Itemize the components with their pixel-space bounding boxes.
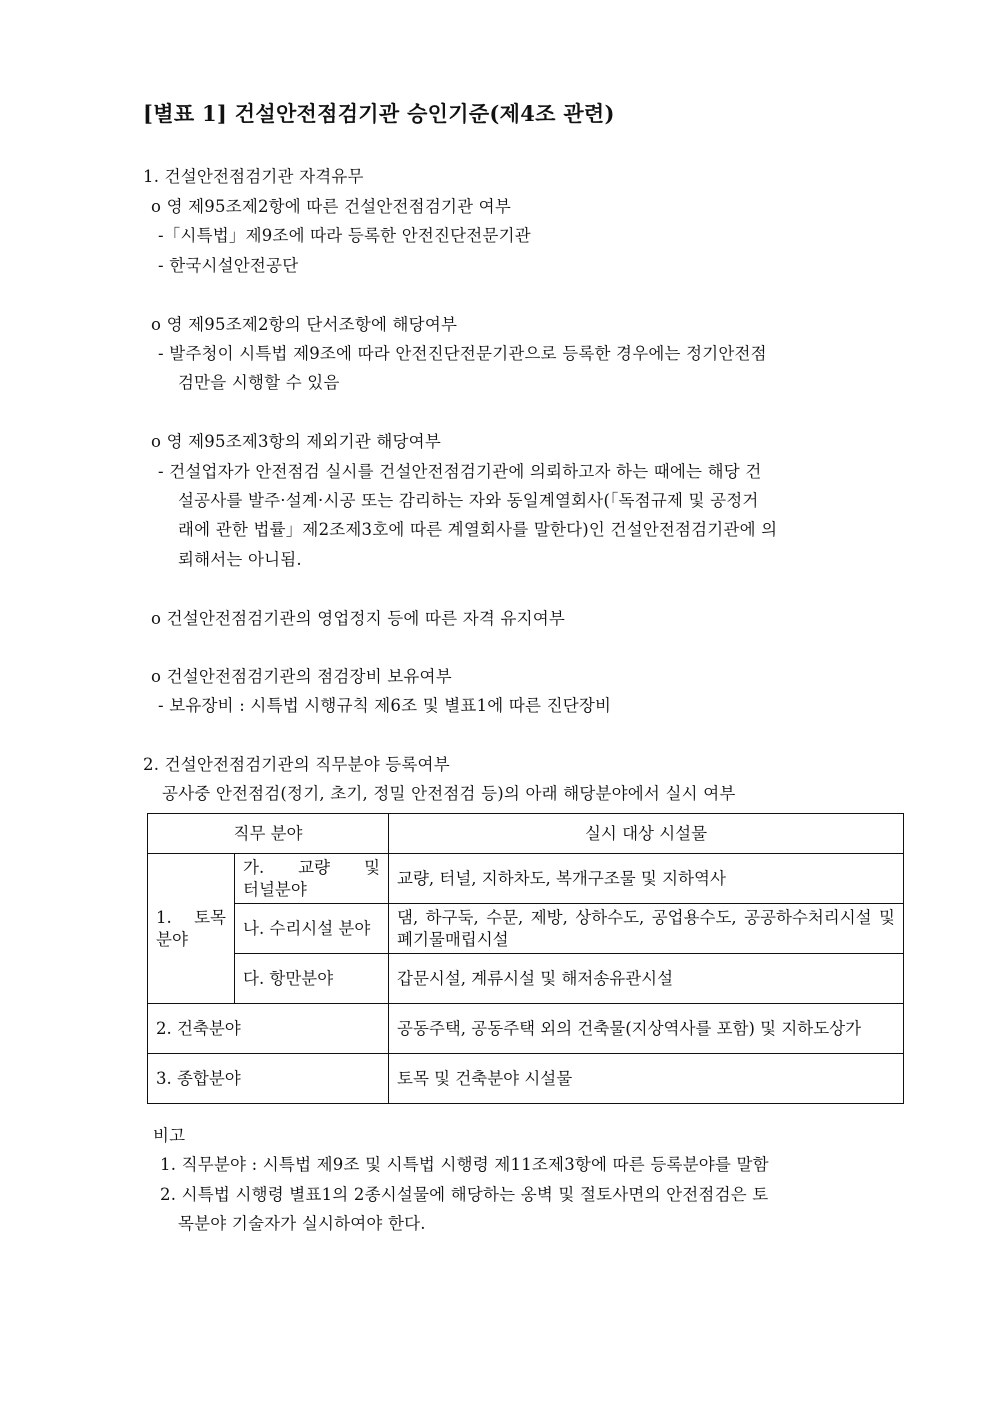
section2-heading: 2. 건설안전점검기관의 직무분야 등록여부 <box>143 755 450 774</box>
list-item: 래에 관한 법률」제2조제3호에 따른 계열회사를 말한다)인 건설안전점검기관에 의 <box>178 520 778 539</box>
table-row <box>148 954 904 1004</box>
note-item: 목분야 기술자가 실시하여야 한다. <box>178 1214 426 1233</box>
target-cell: 토목 및 건축분야 시설물 <box>389 1054 904 1104</box>
list-item: - 건설업자가 안전점검 실시를 건설안전점검기관에 의뢰하고자 하는 때에는 해당 건 <box>158 462 762 481</box>
list-item: - 발주청이 시특법 제9조에 따라 안전진단전문기관으로 등록한 경우에는 정기안전점 <box>158 344 767 363</box>
note-item: 1. 직무분야 : 시특법 제9조 및 시특법 시행령 제11조제3항에 따른 등록분야를 말함 <box>160 1155 769 1174</box>
target-cell: 갑문시설, 계류시설 및 해저송유관시설 <box>389 954 904 1004</box>
combined-field-cell: 3. 종합분야 <box>148 1054 389 1104</box>
list-item: 뢰해서는 아니됨. <box>178 550 302 569</box>
list-item: o 영 제95조제3항의 제외기관 해당여부 <box>151 432 441 451</box>
notes-heading: 비고 <box>153 1126 186 1145</box>
section2-intro: 공사중 안전점검(정기, 초기, 정밀 안전점검 등)의 아래 해당분야에서 실시 여부 <box>162 784 736 803</box>
section1-heading: 1. 건설안전점검기관 자격유무 <box>143 167 364 186</box>
subfield-cell: 다. 항만분야 <box>235 954 389 1004</box>
table-header-target: 실시 대상 시설물 <box>389 814 904 854</box>
list-item: o 영 제95조제2항의 단서조항에 해당여부 <box>151 315 458 334</box>
table-row <box>148 854 904 904</box>
target-cell: 교량, 터널, 지하차도, 복개구조물 및 지하역사 <box>389 854 904 904</box>
subfield-cell: 나. 수리시설 분야 <box>235 904 389 954</box>
table-row <box>148 904 904 954</box>
list-item: 검만을 시행할 수 있음 <box>178 373 340 392</box>
arch-field-cell: 2. 건축분야 <box>148 1004 389 1054</box>
table-row <box>148 1054 904 1104</box>
target-cell: 댐, 하구둑, 수문, 제방, 상하수도, 공업용수도, 공공하수처리시설 및 폐기물매립시설 <box>389 904 904 954</box>
civil-field-cell: 1. 토목 분야 <box>148 854 235 1004</box>
list-item: - 한국시설안전공단 <box>158 256 299 275</box>
list-item: o 건설안전점검기관의 점검장비 보유여부 <box>151 667 452 686</box>
page-title: [별표 1] 건설안전점검기관 승인기준(제4조 관련) <box>143 101 615 126</box>
table-header-field: 직무 분야 <box>148 814 389 854</box>
subfield-cell: 가. 교량 및 터널분야 <box>235 854 389 904</box>
list-item: o 건설안전점검기관의 영업정지 등에 따른 자격 유지여부 <box>151 609 565 628</box>
list-item: - 보유장비 : 시특법 시행규칙 제6조 및 별표1에 따른 진단장비 <box>158 696 612 715</box>
list-item: -「시특법」제9조에 따라 등록한 안전진단전문기관 <box>158 226 531 245</box>
target-cell: 공동주택, 공동주택 외의 건축물(지상역사를 포함) 및 지하도상가 <box>389 1004 904 1054</box>
list-item: 설공사를 발주·설계·시공 또는 감리하는 자와 동일계열회사(「독점규제 및 공정거 <box>178 491 759 510</box>
list-item: o 영 제95조제2항에 따른 건설안전점검기관 여부 <box>151 197 511 216</box>
table-row <box>148 1004 904 1054</box>
duty-field-table <box>147 813 904 1104</box>
note-item: 2. 시특법 시행령 별표1의 2종시설물에 해당하는 옹벽 및 절토사면의 안전점검은 토 <box>160 1185 769 1204</box>
